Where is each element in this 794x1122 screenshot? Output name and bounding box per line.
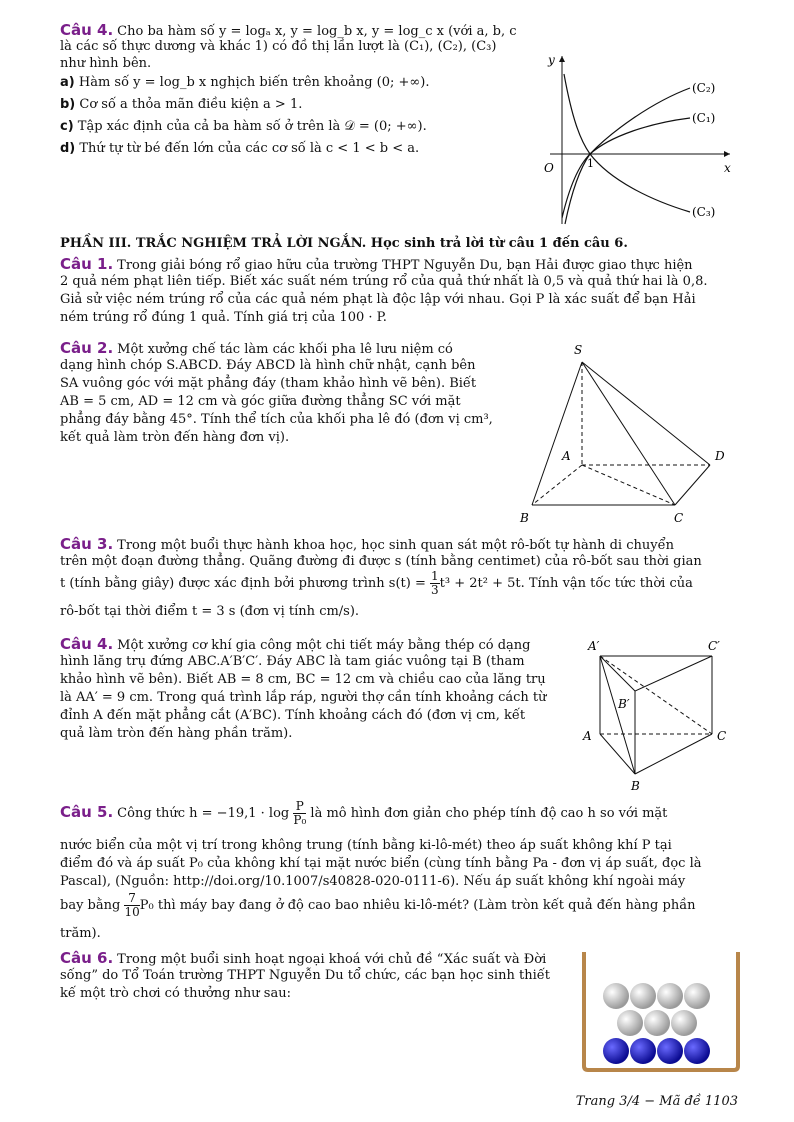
edge-sb: [532, 362, 582, 505]
question-label: Câu 4.: [60, 635, 114, 653]
q3-line3: t (tính bằng giây) được xác định bởi phương trình s(t) = $\frac{1}{3}$ t³ + 2t² + 5t. Tính vận tốc tức thời của: [60, 569, 693, 597]
white-ball: [603, 983, 629, 1009]
edge-cd: [675, 465, 710, 505]
q2-line2: dạng hình chóp S.ABCD. Đáy ABCD là hình chữ nhật, cạnh bên: [60, 358, 476, 373]
one-label: 1: [587, 157, 594, 170]
q6-line1: Câu 6. Trong một buổi sinh hoạt ngoại khoá với chủ đề “Xác suất và Đời: [60, 949, 547, 967]
white-ball: [617, 1010, 643, 1036]
q4b-line1: Câu 4. Một xưởng cơ khí gia công một chi tiết máy bằng thép có dạng: [60, 635, 531, 653]
q3-line1: Câu 3. Trong một buổi thực hành khoa học, học sinh quan sát một rô-bốt tự hành di chuyển: [60, 535, 674, 553]
vertex-b-prime: B′: [618, 697, 630, 711]
vertex-s: S: [574, 343, 583, 357]
q3-line4: rô-bốt tại thời điểm t = 3 s (đơn vị tính cm/s).: [60, 604, 360, 619]
curve-c3: [564, 74, 690, 212]
white-ball: [644, 1010, 670, 1036]
fraction-one-third: $\frac{1}{3}$: [431, 569, 439, 597]
prism-figure: [580, 636, 750, 796]
question-label: Câu 6.: [60, 949, 114, 967]
white-ball: [630, 983, 656, 1009]
white-ball: [657, 983, 683, 1009]
fraction-seven-tenths: $\frac{7}{10}$: [124, 891, 140, 919]
label-c3: (C₃): [692, 205, 716, 219]
q4-stem-line1: Câu 4. Cho ba hàm số y = logₐ x, y = log_b x, y = log_c x (với a, b, c: [60, 21, 517, 39]
edge-ac: [582, 465, 675, 505]
q4-option-a: a) Hàm số y = log_b x nghịch biến trên khoảng (0; +∞).: [60, 75, 430, 90]
vertex-a: A: [562, 449, 571, 463]
blue-ball: [603, 1038, 629, 1064]
q4b-line5: đỉnh A đến mặt phẳng cắt (A′BC). Tính khoảng cách đó (đơn vị cm, kết: [60, 708, 526, 723]
q5-line1: Câu 5. Công thức h = −19,1 · log $\frac{P}{\text{P₀}}$ là mô hình đơn giản cho phép tính độ cao h so với mặt: [60, 799, 668, 827]
q1-line2: 2 quả ném phạt liên tiếp. Biết xác suất ném trúng rổ của quả thứ nhất là 0,5 và quả thứ hai là 0,8.: [60, 274, 708, 289]
pyramid-figure: [510, 340, 750, 530]
q4-stem-line2: là các số thực dương và khác 1) có đồ thị lần lượt là (C₁), (C₂), (C₃): [60, 39, 497, 54]
q4b-line4: là AA′ = 9 cm. Trong quá trình lắp ráp, người thợ cần tính khoảng cách từ: [60, 690, 547, 705]
q1-line1: Câu 1. Trong giải bóng rổ giao hữu của trường THPT Nguyễn Du, bạn Hải được giao thực hiện: [60, 255, 693, 273]
edge-bc: [635, 734, 712, 774]
q5-line4: Pascal), (Nguồn: http://doi.org/10.1007/s40828-020-0111-6). Nếu áp suất không khí ngoài máy: [60, 874, 686, 889]
y-axis-label: y: [548, 53, 555, 67]
blue-ball: [657, 1038, 683, 1064]
question-label: Câu 1.: [60, 255, 114, 273]
q2-line5: phẳng đáy bằng 45°. Tính thể tích của khối pha lê đó (đơn vị cm³,: [60, 412, 493, 427]
q6-line3: kế một trò chơi có thưởng như sau:: [60, 986, 291, 1001]
x-axis-label: x: [724, 161, 731, 175]
white-ball: [684, 983, 710, 1009]
vertex-d: D: [715, 449, 725, 463]
question-label: Câu 2.: [60, 339, 114, 357]
fraction-p-over-p0: $\frac{P}{\text{P₀}}$: [293, 799, 307, 827]
q2-line6: kết quả làm tròn đến hàng đơn vị).: [60, 430, 290, 445]
vertex-c: C: [717, 729, 727, 743]
question-label: Câu 4.: [60, 21, 114, 39]
q1-line4: ném trúng rổ đúng 1 quả. Tính giá trị của 100 · P.: [60, 310, 387, 325]
edge-sd: [582, 362, 710, 465]
q4-option-d: d) Thứ tự từ bé đến lớn của các cơ số là c < 1 < b < a.: [60, 141, 420, 156]
q4b-line6: quả làm tròn đến hàng phần trăm).: [60, 726, 293, 741]
vertex-c: C: [674, 511, 684, 525]
log-graph-figure: [540, 48, 740, 228]
q2-line4: AB = 5 cm, AD = 12 cm và góc giữa đường thẳng SC với mặt: [60, 394, 461, 409]
q5-line5: bay bằng $\frac{7}{10}$ P₀ thì máy bay đang ở độ cao bao nhiêu ki-lô-mét? (Làm tròn kết quả đến hàng phần: [60, 891, 696, 919]
blue-ball: [630, 1038, 656, 1064]
question-label: Câu 3.: [60, 535, 114, 553]
ball-box-figure: [582, 952, 742, 1074]
vertex-b: B: [631, 779, 640, 793]
white-ball: [671, 1010, 697, 1036]
page-footer: Trang 3/4 − Mã đề 1103: [575, 1094, 738, 1109]
q6-line2: sống” do Tổ Toán trường THPT Nguyễn Du tổ chức, các bạn học sinh thiết: [60, 968, 550, 983]
edge-ab: [600, 734, 635, 774]
q2-line3: SA vuông góc với mặt phẳng đáy (tham khảo hình vẽ bên). Biết: [60, 376, 477, 391]
vertex-b: B: [520, 511, 529, 525]
white-balls-top-row: [603, 983, 710, 1009]
curve-c1: [565, 118, 690, 224]
q4b-line2: hình lăng trụ đứng ABC.A′B′C′. Đáy ABC là tam giác vuông tại B (tham: [60, 654, 525, 669]
curve-c2: [562, 88, 690, 218]
vertex-a: A: [583, 729, 592, 743]
edge-a1c: [600, 656, 712, 734]
blue-ball: [684, 1038, 710, 1064]
vertex-a-prime: A′: [588, 639, 600, 653]
white-balls-middle-row: [617, 1010, 697, 1036]
q5-line6: trăm).: [60, 926, 101, 941]
label-c1: (C₁): [692, 111, 716, 125]
q4-option-c: c) Tập xác định của cả ba hàm số ở trên là 𝒟 = (0; +∞).: [60, 119, 427, 134]
q4-stem-line3: như hình bên.: [60, 56, 152, 71]
edge-b1c1: [635, 656, 712, 691]
blue-balls-bottom-row: [603, 1038, 710, 1064]
q4b-line3: khảo hình vẽ bên). Biết AB = 8 cm, BC = 12 cm và chiều cao của lăng trụ: [60, 672, 546, 687]
q2-line1: Câu 2. Một xưởng chế tác làm các khối pha lê lưu niệm có: [60, 339, 453, 357]
q5-line3: điểm đó và áp suất P₀ của không khí tại mặt nước biển (cùng tính bằng Pa - đơn vị áp suất, đọc là: [60, 856, 702, 871]
part3-heading: PHẦN III. TRẮC NGHIỆM TRẢ LỜI NGẮN. Học sinh trả lời từ câu 1 đến câu 6.: [60, 236, 628, 251]
q1-line3: Giả sử việc ném trúng rổ của các quả ném phạt là độc lập với nhau. Gọi P là xác suất để bạn Hải: [60, 292, 696, 307]
vertex-c-prime: C′: [708, 639, 720, 653]
q4-option-b: b) Cơ số a thỏa mãn điều kiện a > 1.: [60, 97, 303, 112]
question-label: Câu 5.: [60, 803, 114, 821]
origin-label: O: [544, 161, 554, 175]
label-c2: (C₂): [692, 81, 716, 95]
edge-sc: [582, 362, 675, 505]
q3-line2: trên một đoạn đường thẳng. Quãng đường đi được s (tính bằng centimet) của rô-bốt sau thời gian: [60, 554, 702, 569]
q5-line2: nước biển của một vị trí trong không trung (tính bằng ki-lô-mét) theo áp suất không khí P tại: [60, 838, 672, 853]
